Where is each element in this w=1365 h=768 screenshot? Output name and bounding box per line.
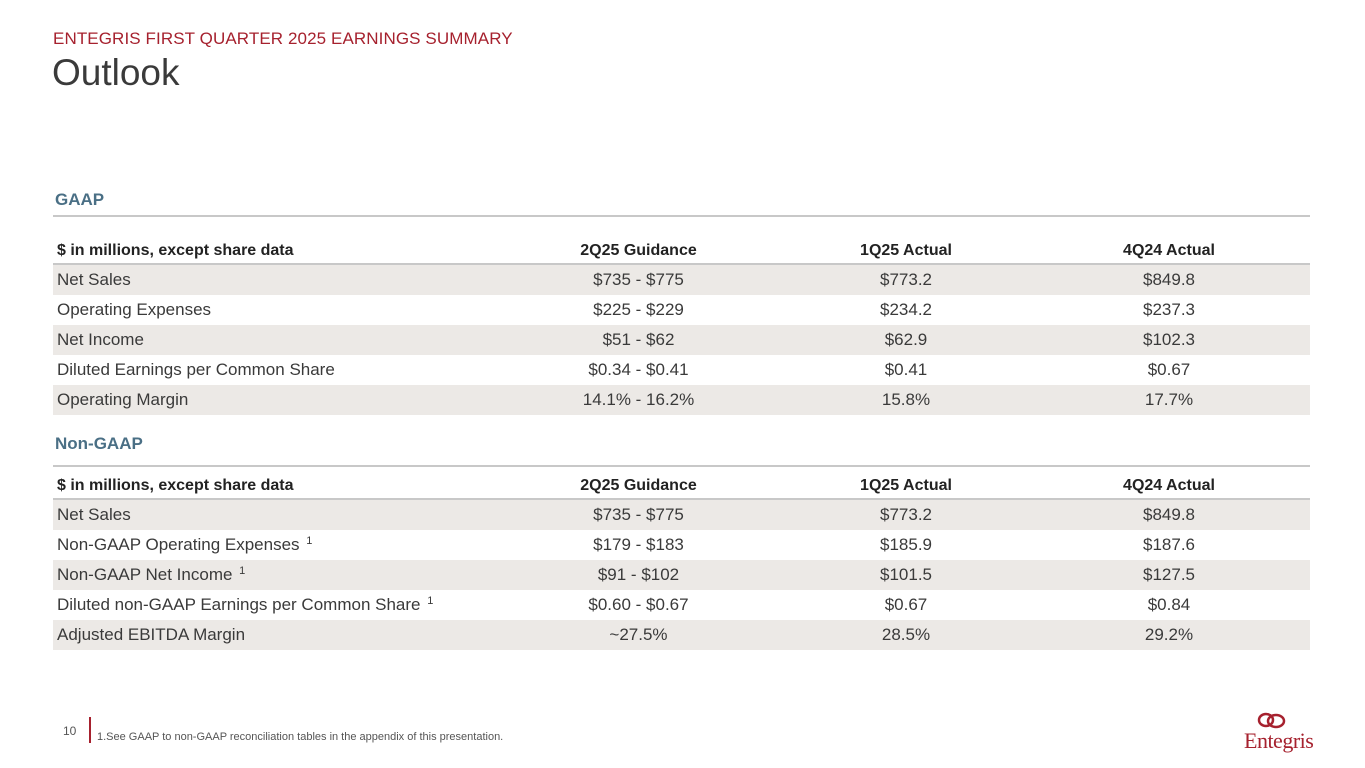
q4-actual-cell: $102.3: [1028, 325, 1310, 355]
q4-actual-cell: 17.7%: [1028, 385, 1310, 415]
guidance-cell: $735 - $775: [493, 264, 784, 295]
page-title: Outlook: [52, 52, 180, 93]
row-label-text: Non-GAAP Net Income: [57, 565, 233, 584]
row-label: Operating Expenses: [57, 300, 212, 319]
row-label: Diluted Earnings per Common Share: [57, 360, 335, 379]
table-row: [53, 264, 1310, 295]
gaap-header-row: [53, 232, 1310, 264]
q4-actual-cell: $237.3: [1143, 300, 1195, 319]
table-row: [53, 385, 1310, 415]
table-row: [53, 530, 1310, 560]
q4-actual-cell: $0.84: [1147, 595, 1191, 614]
gaap-col-label: $ in millions, except share data: [53, 232, 493, 264]
table-row: [53, 325, 1310, 355]
q4-actual-cell: $849.8: [1028, 264, 1310, 295]
guidance-cell: $735 - $775: [493, 499, 784, 530]
entegris-mark-icon: [1256, 710, 1288, 730]
q1-actual-cell: $185.9: [880, 535, 932, 554]
footnote-marker: 1: [239, 565, 246, 577]
table-row: [53, 295, 1310, 325]
q1-actual-cell: $101.5: [784, 560, 1028, 590]
q1-actual-cell: $0.67: [884, 595, 928, 614]
table-row: [53, 590, 1310, 620]
row-label: [53, 499, 493, 530]
q1-actual-cell: $0.41: [884, 360, 928, 379]
nongaap-table: [53, 467, 1310, 650]
footer-divider: [89, 717, 91, 743]
q4-actual-cell: $127.5: [1028, 560, 1310, 590]
row-label-text: Net Sales: [57, 505, 131, 524]
q4-actual-cell: $849.8: [1028, 499, 1310, 530]
q4-actual-cell: 29.2%: [1028, 620, 1310, 650]
gaap-table: [53, 232, 1310, 415]
entegris-logo: [1240, 710, 1316, 756]
row-label: Operating Margin: [53, 385, 493, 415]
nongaap-col-q1: 1Q25 Actual: [784, 467, 1028, 499]
row-label: [53, 620, 493, 650]
logo-wordmark: Entegris: [1244, 728, 1314, 753]
gaap-col-guidance: 2Q25 Guidance: [493, 232, 784, 264]
q1-actual-cell: $62.9: [784, 325, 1028, 355]
q1-actual-cell: $773.2: [784, 499, 1028, 530]
guidance-cell: $51 - $62: [493, 325, 784, 355]
nongaap-col-q4: 4Q24 Actual: [1028, 467, 1310, 499]
nongaap-section-title: Non-GAAP: [55, 434, 143, 453]
gaap-col-q4: 4Q24 Actual: [1028, 232, 1310, 264]
row-label-text: Adjusted EBITDA Margin: [57, 625, 246, 644]
table-row: [53, 560, 1310, 590]
gaap-col-q1: 1Q25 Actual: [784, 232, 1028, 264]
row-label: [53, 530, 493, 560]
q1-actual-cell: $773.2: [784, 264, 1028, 295]
table-row: [53, 620, 1310, 650]
guidance-cell: $225 - $229: [593, 300, 684, 319]
guidance-cell: 14.1% - 16.2%: [493, 385, 784, 415]
q1-actual-cell: $234.2: [880, 300, 932, 319]
gaap-section-title: GAAP: [55, 190, 105, 209]
footnote: 1.See GAAP to non-GAAP reconciliation tables in the appendix of this presentation.: [97, 731, 504, 743]
row-label-text: Non-GAAP Operating Expenses: [57, 535, 300, 554]
gaap-section-rule: [53, 215, 1310, 217]
nongaap-col-guidance: 2Q25 Guidance: [493, 467, 784, 499]
row-label-text: Diluted non-GAAP Earnings per Common Share: [57, 595, 421, 614]
guidance-cell: $179 - $183: [593, 535, 684, 554]
nongaap-col-label: $ in millions, except share data: [53, 467, 493, 499]
row-label: [53, 560, 493, 590]
deck-kicker: ENTEGRIS FIRST QUARTER 2025 EARNINGS SUMMARY: [53, 29, 513, 48]
nongaap-header-row: [53, 467, 1310, 499]
guidance-cell: $0.34 - $0.41: [588, 360, 689, 379]
row-label: [53, 590, 493, 620]
row-label: Net Sales: [53, 264, 493, 295]
guidance-cell: $91 - $102: [493, 560, 784, 590]
q1-actual-cell: 15.8%: [784, 385, 1028, 415]
table-row: [53, 355, 1310, 385]
q1-actual-cell: 28.5%: [784, 620, 1028, 650]
q4-actual-cell: $187.6: [1143, 535, 1195, 554]
footnote-marker: 1: [427, 595, 434, 607]
q4-actual-cell: $0.67: [1147, 360, 1191, 379]
table-row: [53, 499, 1310, 530]
guidance-cell: ~27.5%: [493, 620, 784, 650]
guidance-cell: $0.60 - $0.67: [588, 595, 689, 614]
row-label: Net Income: [53, 325, 493, 355]
footnote-marker: 1: [306, 535, 313, 547]
page-number: 10: [63, 724, 77, 738]
